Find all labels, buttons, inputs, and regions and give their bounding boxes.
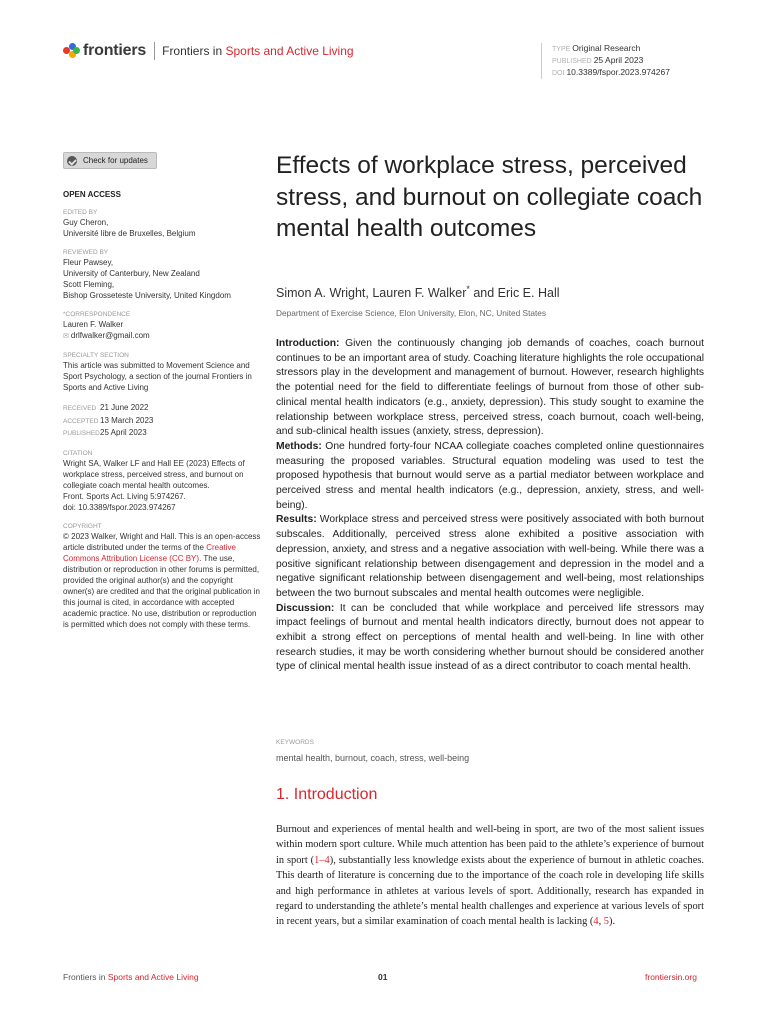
specialty-label: SPECIALTY SECTION bbox=[63, 352, 129, 359]
journal-name[interactable] bbox=[162, 44, 353, 58]
reviewed-by-label: REVIEWED BY bbox=[63, 249, 109, 256]
article-sidebar bbox=[63, 152, 263, 630]
date-list bbox=[63, 402, 263, 440]
footer-journal[interactable]: Frontiers in Sports and Active Living bbox=[63, 972, 199, 982]
journal-prefix: Frontiers in bbox=[162, 44, 223, 58]
abstract-introduction: Introduction: Given the continuously changing job demands of coaches, coach burnout continues to be an important area of study. Coaching literature highlights the role occupational stressors play in the development and management of burnout. However, research highlights the potential need for the field to differentiate feelings of burnout from those of other sub-clinical mental health indicators (e.g., anxiety, depression). This study sought to examine the relationship between workplace stress, perceived stress, coach burnout, coach well-being, and sub-clinical health issues (anxiety, stress, depression). bbox=[276, 338, 704, 438]
citation-text: Wright SA, Walker LF and Hall EE (2023) Effects of workplace stress, perceived stress, and burnout on collegiate coach mental health outcomes. bbox=[63, 458, 245, 490]
reviewer-affiliation: Bishop Grosseteste University, United Kingdom bbox=[63, 291, 231, 300]
citation-journal: Front. Sports Act. Living 5:974267. bbox=[63, 491, 186, 501]
abstract-results: Results: Workplace stress and perceived stress were positively associated with both burnout subscales. Additionally, perceived stress alone exhibited a positive association with depression, anxiety, and stress and a negative association with well-being. While there was a positive significant relationship between disengagement and depression in the model and a negative significant relationship between disengagement and well-being, most relationships between the two burnout subscales and mental health outcomes were negligible. bbox=[276, 514, 704, 599]
open-access-label: OPEN ACCESS bbox=[63, 190, 121, 199]
meta-published: PUBLISHED 25 April 2023 bbox=[552, 55, 644, 65]
brand-name: frontiers bbox=[83, 42, 147, 59]
accepted-date: ACCEPTED 13 March 2023 bbox=[63, 415, 154, 425]
citation-link[interactable]: 4 bbox=[593, 916, 599, 928]
edited-by-label: EDITED BY bbox=[63, 209, 98, 216]
abstract-discussion: Discussion: It can be concluded that while workplace and perceived life stressors may impact feelings of burnout and mental health indicators directly, burnout does not appear to exhibit a strong effect on perceptions of mental health and well-being. In line with other research studies, it may be worth considering whether burnout should be considered another type of clinical mental health issue instead of as a direct contributor to coach mental health. bbox=[276, 602, 704, 673]
editor-name: Guy Cheron, bbox=[63, 218, 109, 227]
specialty-text: This article was submitted to Movement Science and Sport Psychology, a section of the journal Frontiers in Sports and Active Living bbox=[63, 361, 252, 392]
frontiers-logo-icon bbox=[63, 43, 79, 59]
cc-license-link[interactable]: Creative Commons Attribution License (CC BY) bbox=[63, 542, 236, 563]
correspondence-email[interactable]: ✉ drlfwalker@gmail.com bbox=[63, 331, 150, 340]
copyright-label: COPYRIGHT bbox=[63, 522, 102, 530]
keywords-label: KEYWORDS bbox=[276, 739, 314, 746]
abstract bbox=[276, 337, 704, 675]
citation-link[interactable]: 1–4 bbox=[314, 854, 330, 866]
page-number: 01 bbox=[378, 972, 388, 982]
abstract-methods: Methods: One hundred forty-four NCAA collegiate coaches completed online questionnaires measuring the proposed variables. Structural equation modeling was used to test the proposed hypothesis that burnout would serve as a partial mediator between workplace and perceived stress and mental health indicators (e.g., depression, anxiety, stress, and well-being). bbox=[276, 440, 704, 511]
reviewer-name: Fleur Pawsey, bbox=[63, 258, 114, 267]
reviewer-name: Scott Fleming, bbox=[63, 280, 115, 289]
editor-affiliation: Université libre de Bruxelles, Belgium bbox=[63, 229, 196, 238]
citation-label: CITATION bbox=[63, 449, 93, 457]
correspondence-label: *CORRESPONDENCE bbox=[63, 311, 131, 318]
correspondence-name: Lauren F. Walker bbox=[63, 320, 124, 329]
corresponding-marker: * bbox=[466, 284, 470, 294]
meta-doi[interactable]: DOI 10.3389/fspor.2023.974267 bbox=[552, 67, 670, 77]
citation-link[interactable]: 5 bbox=[603, 916, 609, 928]
copyright-text: © 2023 Walker, Wright and Hall. This is an open-access article distributed under the terms of the Creative Commons Attribution License (CC BY). The use, distribution or reproduction in other forums is permitted, provided the original author(s) and the copyright owner(s) are credited and that the original publication in this journal is cited, in accordance with accepted academic practice. No use, distribution or reproduction is permitted which does not comply with these terms. bbox=[63, 531, 261, 629]
author-list: Simon A. Wright, Lauren F. Walker* and Eric E. Hall bbox=[276, 284, 560, 301]
mail-icon: ✉ bbox=[63, 333, 69, 340]
introduction-paragraph: Burnout and experiences of mental health and well-being in sport, are two of the most salient issues within modern sport culture. While much attention has been paid to the athlete’s experience of burnout in sport (1–4), substantially less knowledge exists about the experience of burnout in athletic coaches. This dearth of literature is concerning due to the importance of the coach role in developing life skills and high performance in athletes at various levels of sport. Additionally, research has expanded in regard to understanding the athlete’s mental health challenges and experience at various levels of sport in recent years, but a similar examination of coach mental health is lacking (4, 5). bbox=[276, 824, 704, 928]
section-heading-introduction: 1. Introduction bbox=[276, 786, 378, 803]
check-for-updates-button[interactable]: Check for updates bbox=[63, 152, 157, 169]
author-affiliation: Department of Exercise Science, Elon University, Elon, NC, United States bbox=[276, 308, 547, 318]
keywords: mental health, burnout, coach, stress, well-being bbox=[276, 753, 470, 763]
meta-type: TYPE Original Research bbox=[552, 43, 641, 53]
frontiers-logo[interactable] bbox=[63, 42, 354, 60]
reviewer-affiliation: University of Canterbury, New Zealand bbox=[63, 269, 200, 278]
published-date: PUBLISHED25 April 2023 bbox=[63, 428, 147, 437]
journal-title: Sports and Active Living bbox=[225, 44, 354, 58]
check-icon bbox=[67, 156, 77, 166]
article-title: Effects of workplace stress, perceived stress, and burnout on collegiate coach mental health outcomes bbox=[276, 152, 703, 242]
article-meta bbox=[541, 43, 670, 79]
received-date: RECEIVED 21 June 2022 bbox=[63, 403, 149, 412]
footer-site-link[interactable]: frontiersin.org bbox=[645, 972, 697, 982]
citation-doi[interactable]: doi: 10.3389/fspor.2023.974267 bbox=[63, 502, 176, 512]
header-divider bbox=[154, 42, 155, 60]
